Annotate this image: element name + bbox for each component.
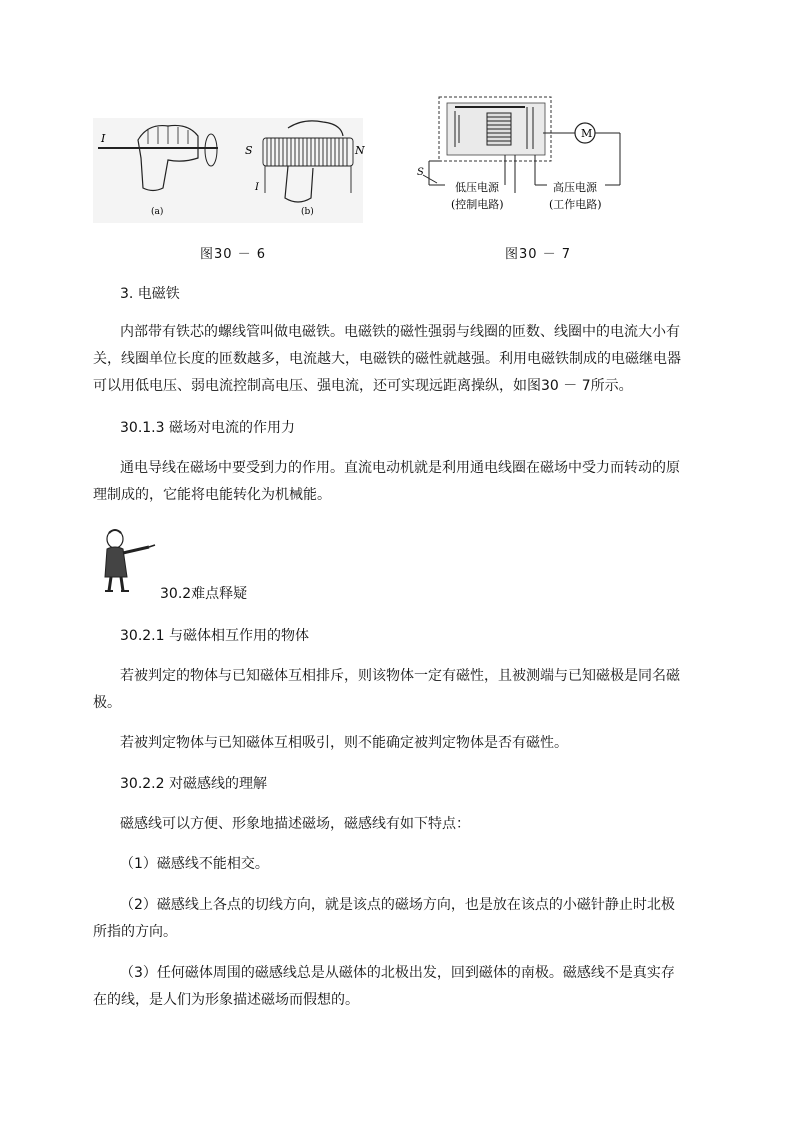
work-circuit-label: (工作电路) bbox=[549, 198, 602, 211]
list-item: （2）磁感线上各点的切线方向，就是该点的磁场方向，也是放在该点的小磁针静止时北极 bbox=[120, 897, 675, 913]
figure-30-7-caption: 图30 － 7 bbox=[505, 247, 572, 262]
paragraph-line: 关，线圈单位长度的匝数越多，电流越大，电磁铁的磁性就越强。利用电磁铁制成的电磁继电器 bbox=[93, 351, 681, 367]
current-label-b: I bbox=[255, 182, 259, 193]
current-label-a: I bbox=[101, 132, 106, 145]
section-heading-electromagnet: 3. 电磁铁 bbox=[120, 286, 180, 302]
north-label: N bbox=[355, 144, 365, 157]
paragraph-line: 可以用低电压、弱电流控制高电压、强电流，还可实现远距离操纵，如图30 － 7所示。 bbox=[93, 378, 633, 394]
paragraph-line: 若被判定物体与已知磁体互相吸引，则不能确定被判定物体是否有磁性。 bbox=[120, 735, 568, 751]
paragraph-line: 若被判定的物体与已知磁体互相排斥，则该物体一定有磁性，且被测端与已知磁极是同名磁 bbox=[120, 668, 680, 684]
sub-label-b: (b) bbox=[301, 207, 314, 217]
high-voltage-label: 高压电源 bbox=[553, 181, 597, 194]
figure-30-7 bbox=[415, 93, 635, 218]
figure-30-6-caption: 图30 － 6 bbox=[200, 247, 267, 262]
section-heading-magnet-interaction: 30.2.1 与磁体相互作用的物体 bbox=[120, 628, 309, 644]
south-label: S bbox=[245, 144, 253, 157]
paragraph-line: 理制成的，它能将电能转化为机械能。 bbox=[93, 487, 331, 503]
right-hand-rule-illustration bbox=[93, 118, 363, 223]
motor-label: M bbox=[581, 127, 593, 140]
low-voltage-label: 低压电源 bbox=[455, 181, 499, 194]
section-heading-difficulty: 30.2难点释疑 bbox=[160, 586, 248, 602]
list-item-continuation: 在的线，是人们为形象描述磁场而假想的。 bbox=[93, 992, 359, 1008]
section-heading-force: 30.1.3 磁场对电流的作用力 bbox=[120, 420, 295, 436]
paragraph-line: 内部带有铁芯的螺线管叫做电磁铁。电磁铁的磁性强弱与线圈的匝数、线圈中的电流大小有 bbox=[120, 324, 680, 340]
cartoon-teacher-icon bbox=[97, 527, 157, 595]
section-heading-field-lines: 30.2.2 对磁感线的理解 bbox=[120, 776, 267, 792]
figure-30-6 bbox=[93, 118, 363, 223]
control-circuit-label: (控制电路) bbox=[451, 198, 504, 211]
paragraph-line: 磁感线可以方便、形象地描述磁场，磁感线有如下特点： bbox=[120, 816, 470, 832]
list-item-continuation: 所指的方向。 bbox=[93, 924, 177, 940]
list-item: （1）磁感线不能相交。 bbox=[120, 856, 269, 872]
paragraph-line: 通电导线在磁场中要受到力的作用。直流电动机就是利用通电线圈在磁场中受力而转动的原 bbox=[120, 460, 680, 476]
sub-label-a: (a) bbox=[151, 207, 164, 217]
relay-circuit-diagram bbox=[415, 93, 635, 218]
list-item: （3）任何磁体周围的磁感线总是从磁体的北极出发，回到磁体的南极。磁感线不是真实存 bbox=[120, 965, 675, 981]
paragraph-line: 极。 bbox=[93, 695, 121, 711]
switch-label: S bbox=[417, 167, 424, 178]
